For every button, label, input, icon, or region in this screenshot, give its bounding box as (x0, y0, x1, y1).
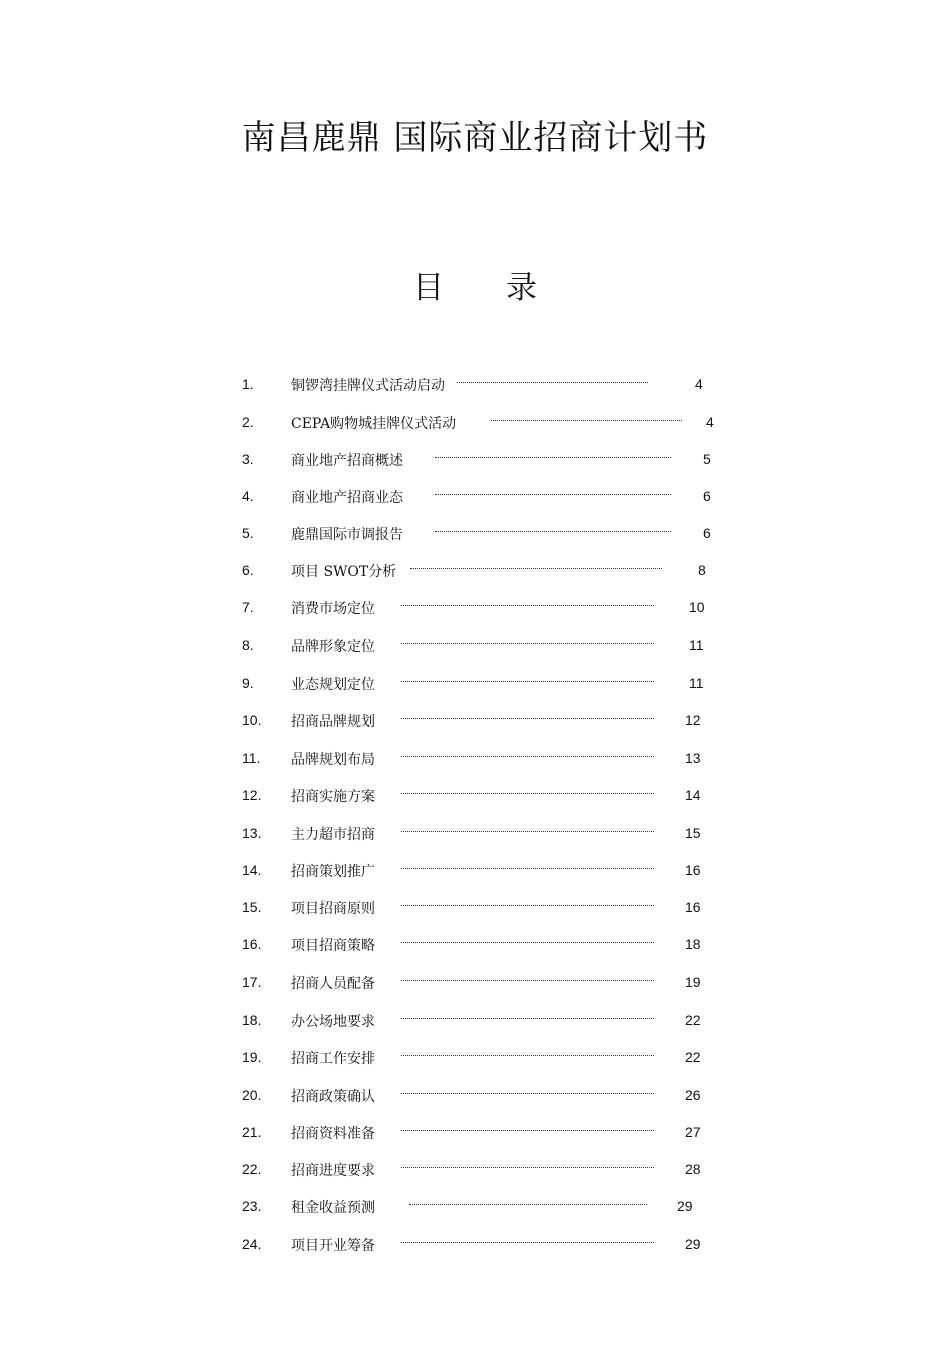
toc-row[interactable] (0, 964, 950, 1001)
toc-row[interactable] (0, 665, 950, 702)
toc-item-number: 15. (242, 899, 262, 915)
toc-item-number: 11. (242, 750, 261, 766)
toc-item-number: 6. (242, 562, 254, 578)
toc-item-page: 28 (685, 1161, 701, 1177)
toc-item-number: 4. (242, 488, 254, 504)
toc-item-page: 4 (695, 376, 703, 392)
toc-leader-dots (435, 523, 671, 532)
toc-item-number: 12. (242, 787, 262, 803)
toc-item-label: 项目开业筹备 (291, 1238, 375, 1254)
toc-leader-dots (401, 710, 654, 719)
toc-item-page: 18 (685, 936, 701, 952)
toc-leader-dots (401, 972, 654, 981)
toc-item-page: 11 (689, 637, 704, 653)
toc-row[interactable] (0, 926, 950, 963)
toc-item-label: 商业地产招商业态 (291, 490, 403, 506)
toc-row[interactable] (0, 441, 950, 478)
toc-item-label: 品牌规划布局 (291, 752, 375, 768)
toc-item-number: 10. (242, 712, 262, 728)
toc-heading (0, 262, 950, 307)
toc-item-page: 6 (703, 488, 711, 504)
toc-item-page: 13 (685, 750, 701, 766)
toc-leader-dots (435, 449, 671, 458)
toc-item-page: 6 (703, 525, 711, 541)
toc-item-label: 招商实施方案 (291, 789, 375, 805)
toc-item-label: 办公场地要求 (291, 1014, 375, 1030)
toc-leader-dots (401, 635, 654, 644)
toc-leader-dots (401, 1122, 654, 1131)
toc-item-number: 9. (242, 675, 254, 691)
toc-item-page: 15 (685, 825, 701, 841)
toc-row[interactable] (0, 366, 950, 403)
toc-item-label: CEPA购物城挂牌仪式活动 (291, 416, 457, 432)
toc-item-label: 鹿鼎国际市调报告 (291, 527, 403, 543)
toc-row[interactable] (0, 815, 950, 852)
toc-item-label: 主力超市招商 (291, 827, 375, 843)
toc-leader-dots (401, 785, 654, 794)
toc-row[interactable] (0, 889, 950, 926)
toc-item-label: 招商策划推广 (291, 864, 375, 880)
toc-item-page: 29 (677, 1198, 693, 1214)
toc-item-page: 4 (706, 414, 714, 430)
toc-item-label: 商业地产招商概述 (291, 453, 403, 469)
toc-leader-dots (401, 597, 654, 606)
toc-item-page: 8 (698, 562, 706, 578)
toc-heading-char-2: 录 (506, 270, 537, 306)
toc-leader-dots (409, 1196, 647, 1205)
toc-row[interactable] (0, 740, 950, 777)
toc-item-page: 16 (685, 862, 701, 878)
toc-row[interactable] (0, 777, 950, 814)
toc-leader-dots (401, 748, 654, 757)
toc-leader-dots (401, 673, 654, 682)
toc-item-number: 16. (242, 936, 262, 952)
toc-row[interactable] (0, 552, 950, 589)
toc-row[interactable] (0, 1002, 950, 1039)
toc-item-number: 14. (242, 862, 262, 878)
toc-item-label: 租金收益预测 (291, 1200, 375, 1216)
toc-item-label: 项目招商策略 (291, 938, 375, 954)
toc-item-label: 消费市场定位 (291, 601, 375, 617)
toc-leader-dots (401, 1085, 654, 1094)
toc-item-number: 1. (242, 376, 254, 392)
toc-item-label: 项目招商原则 (291, 901, 375, 917)
toc-item-number: 8. (242, 637, 254, 653)
toc-row[interactable] (0, 589, 950, 626)
toc-item-page: 10 (689, 599, 705, 615)
toc-row[interactable] (0, 1226, 950, 1263)
toc-leader-dots (401, 897, 654, 906)
toc-item-label: 招商资料准备 (291, 1126, 375, 1142)
toc-item-page: 26 (685, 1087, 701, 1103)
toc-row[interactable] (0, 478, 950, 515)
toc-row[interactable] (0, 404, 950, 441)
toc-item-label: 品牌形象定位 (291, 639, 375, 655)
toc-item-page: 14 (685, 787, 701, 803)
document-title: 南昌鹿鼎 国际商业招商计划书 (241, 118, 709, 158)
toc-item-number: 18. (242, 1012, 262, 1028)
toc-item-label: 招商政策确认 (291, 1089, 375, 1105)
toc-item-page: 22 (685, 1049, 701, 1065)
toc-row[interactable] (0, 627, 950, 664)
toc-item-page: 27 (685, 1124, 701, 1140)
toc-row[interactable] (0, 515, 950, 552)
toc-leader-dots (401, 1159, 654, 1168)
toc-leader-dots (457, 374, 648, 383)
toc-row[interactable] (0, 1151, 950, 1188)
toc-item-page: 29 (685, 1236, 701, 1252)
toc-item-number: 21. (242, 1124, 262, 1140)
toc-item-page: 12 (685, 712, 701, 728)
toc-row[interactable] (0, 1114, 950, 1151)
toc-item-page: 11 (689, 675, 704, 691)
toc-row[interactable] (0, 1188, 950, 1225)
toc-item-page: 5 (703, 451, 711, 467)
toc-leader-dots (401, 1047, 654, 1056)
toc-item-label: 项目 SWOT分析 (291, 564, 397, 580)
toc-item-label: 铜锣湾挂牌仪式活动启动 (291, 378, 445, 394)
toc-item-number: 7. (242, 599, 254, 615)
toc-leader-dots (401, 860, 654, 869)
toc-item-page: 22 (685, 1012, 701, 1028)
toc-row[interactable] (0, 1077, 950, 1114)
toc-row[interactable] (0, 852, 950, 889)
toc-item-page: 16 (685, 899, 701, 915)
toc-item-number: 3. (242, 451, 254, 467)
toc-item-number: 20. (242, 1087, 262, 1103)
toc-row[interactable] (0, 1039, 950, 1076)
toc-heading-char-1: 目 (413, 270, 444, 306)
toc-item-page: 19 (685, 974, 701, 990)
toc-leader-dots (401, 934, 654, 943)
toc-item-number: 13. (242, 825, 262, 841)
toc-item-label: 招商人员配备 (291, 976, 375, 992)
toc-item-label: 招商进度要求 (291, 1163, 375, 1179)
toc-leader-dots (410, 560, 662, 569)
toc-row[interactable] (0, 702, 950, 739)
toc-item-number: 23. (242, 1198, 262, 1214)
toc-leader-dots (491, 412, 682, 421)
toc-item-number: 2. (242, 414, 254, 430)
toc-leader-dots (401, 1010, 654, 1019)
toc-item-number: 5. (242, 525, 254, 541)
toc-leader-dots (435, 486, 671, 495)
toc-item-label: 业态规划定位 (291, 677, 375, 693)
toc-leader-dots (401, 1234, 654, 1243)
toc-item-number: 24. (242, 1236, 262, 1252)
toc-item-number: 22. (242, 1161, 262, 1177)
toc-leader-dots (401, 823, 654, 832)
toc-item-number: 19. (242, 1049, 262, 1065)
toc-item-label: 招商工作安排 (291, 1051, 375, 1067)
toc-item-label: 招商品牌规划 (291, 714, 375, 730)
toc-item-number: 17. (242, 974, 262, 990)
